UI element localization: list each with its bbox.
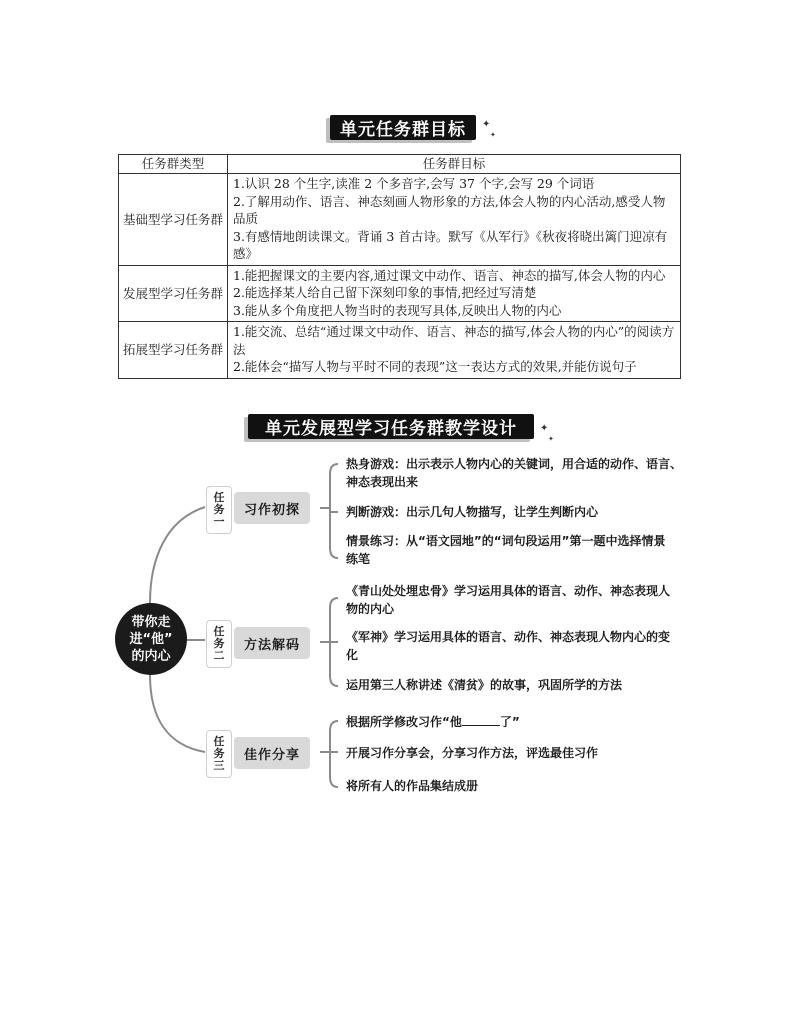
goal-item: 1.能把握课文的主要内容,通过课文中动作、语言、神态的描写,体会人物的内心: [233, 267, 666, 283]
goal-item: 3.有感情地朗读课文。背诵 3 首古诗。默写《从军行》《秋夜将晓出篱门迎凉有感》: [233, 228, 668, 261]
task-item-suffix: 了”: [499, 715, 520, 729]
task-item: 《军神》学习运用具体的语言、动作、神态表现人物内心的变化: [346, 630, 671, 662]
hub-line: 的内心: [131, 648, 171, 664]
goal-item: 2.能体会“描写人物与平时不同的表现”这一表达方式的效果,并能仿说句子: [233, 359, 637, 374]
task-label: 佳作分享: [234, 737, 310, 769]
section-title-goals: 单元任务群目标: [330, 115, 476, 140]
tag-char: 务: [213, 747, 225, 760]
tag-char: 务: [213, 503, 225, 516]
header-type: 任务群类型: [119, 155, 228, 174]
mind-map-hub: [115, 603, 187, 675]
task-item: [346, 713, 691, 731]
tag-char: 任: [213, 735, 225, 748]
row-type: 基础型学习任务群: [119, 174, 228, 266]
task-label: 方法解码: [234, 627, 310, 659]
tag-char: 任: [213, 491, 225, 504]
tag-char: 任: [213, 625, 225, 638]
task-tag: [206, 730, 232, 778]
tag-char: 务: [213, 637, 225, 650]
task-item-text: 根据所学修改习作“他: [346, 715, 462, 729]
task-item: 将所有人的作品集结成册: [346, 779, 479, 793]
header-goal: 任务群目标: [228, 155, 681, 174]
sparkle-icon: ✦: [482, 119, 491, 130]
goal-item: 2.了解用动作、语言、神态刻画人物形象的方法,体会人物的内心活动,感受人物品质: [233, 193, 666, 226]
tag-char: 一: [213, 515, 225, 528]
task-item: 运用第三人称讲述《清贫》的故事，巩固所学的方法: [346, 678, 623, 692]
task-tag: [206, 486, 232, 534]
section-title-design: 单元发展型学习任务群教学设计: [248, 414, 534, 439]
fill-in-blank: [462, 713, 500, 726]
goal-item: 2.能选择某人给自己留下深刻印象的事情,把经过写清楚: [233, 285, 537, 300]
tag-char: 二: [213, 649, 225, 662]
hub-line: 带你走: [131, 614, 171, 630]
task-item: 热身游戏：出示表示人物内心的关键词，用合适的动作、语言、神态表现出来: [346, 457, 683, 489]
goal-item: 1.认识 28 个生字,读准 2 个多音字,会写 37 个字,会写 29 个词语: [233, 176, 595, 191]
row-type: 发展型学习任务群: [119, 265, 228, 322]
hub-line: 进“他”: [129, 631, 173, 647]
task-item: 判断游戏：出示几句人物描写，让学生判断内心: [346, 505, 599, 519]
goal-item: 3.能从多个角度把人物当时的表现写具体,反映出人物的内心: [233, 302, 562, 318]
tag-char: 三: [213, 759, 225, 772]
task-item: 开展习作分享会，分享习作方法，评选最佳习作: [346, 746, 599, 760]
sparkle-icon: ✦: [490, 131, 496, 139]
sparkle-icon: ✦: [548, 435, 554, 443]
task-item: 《青山处处埋忠骨》学习运用具体的语言、动作、神态表现人物的内心: [346, 584, 671, 616]
task-item: 情景练习：从“语文园地”的“词句段运用”第一题中选择情景练笔: [346, 534, 666, 566]
task-tag: [206, 620, 232, 668]
row-type: 拓展型学习任务群: [119, 322, 228, 379]
task-label: 习作初探: [234, 492, 310, 524]
sparkle-icon: ✦: [540, 423, 549, 434]
goal-item: 1.能交流、总结“通过课文中动作、语言、神态的描写,体会人物的内心”的阅读方法: [233, 324, 675, 357]
